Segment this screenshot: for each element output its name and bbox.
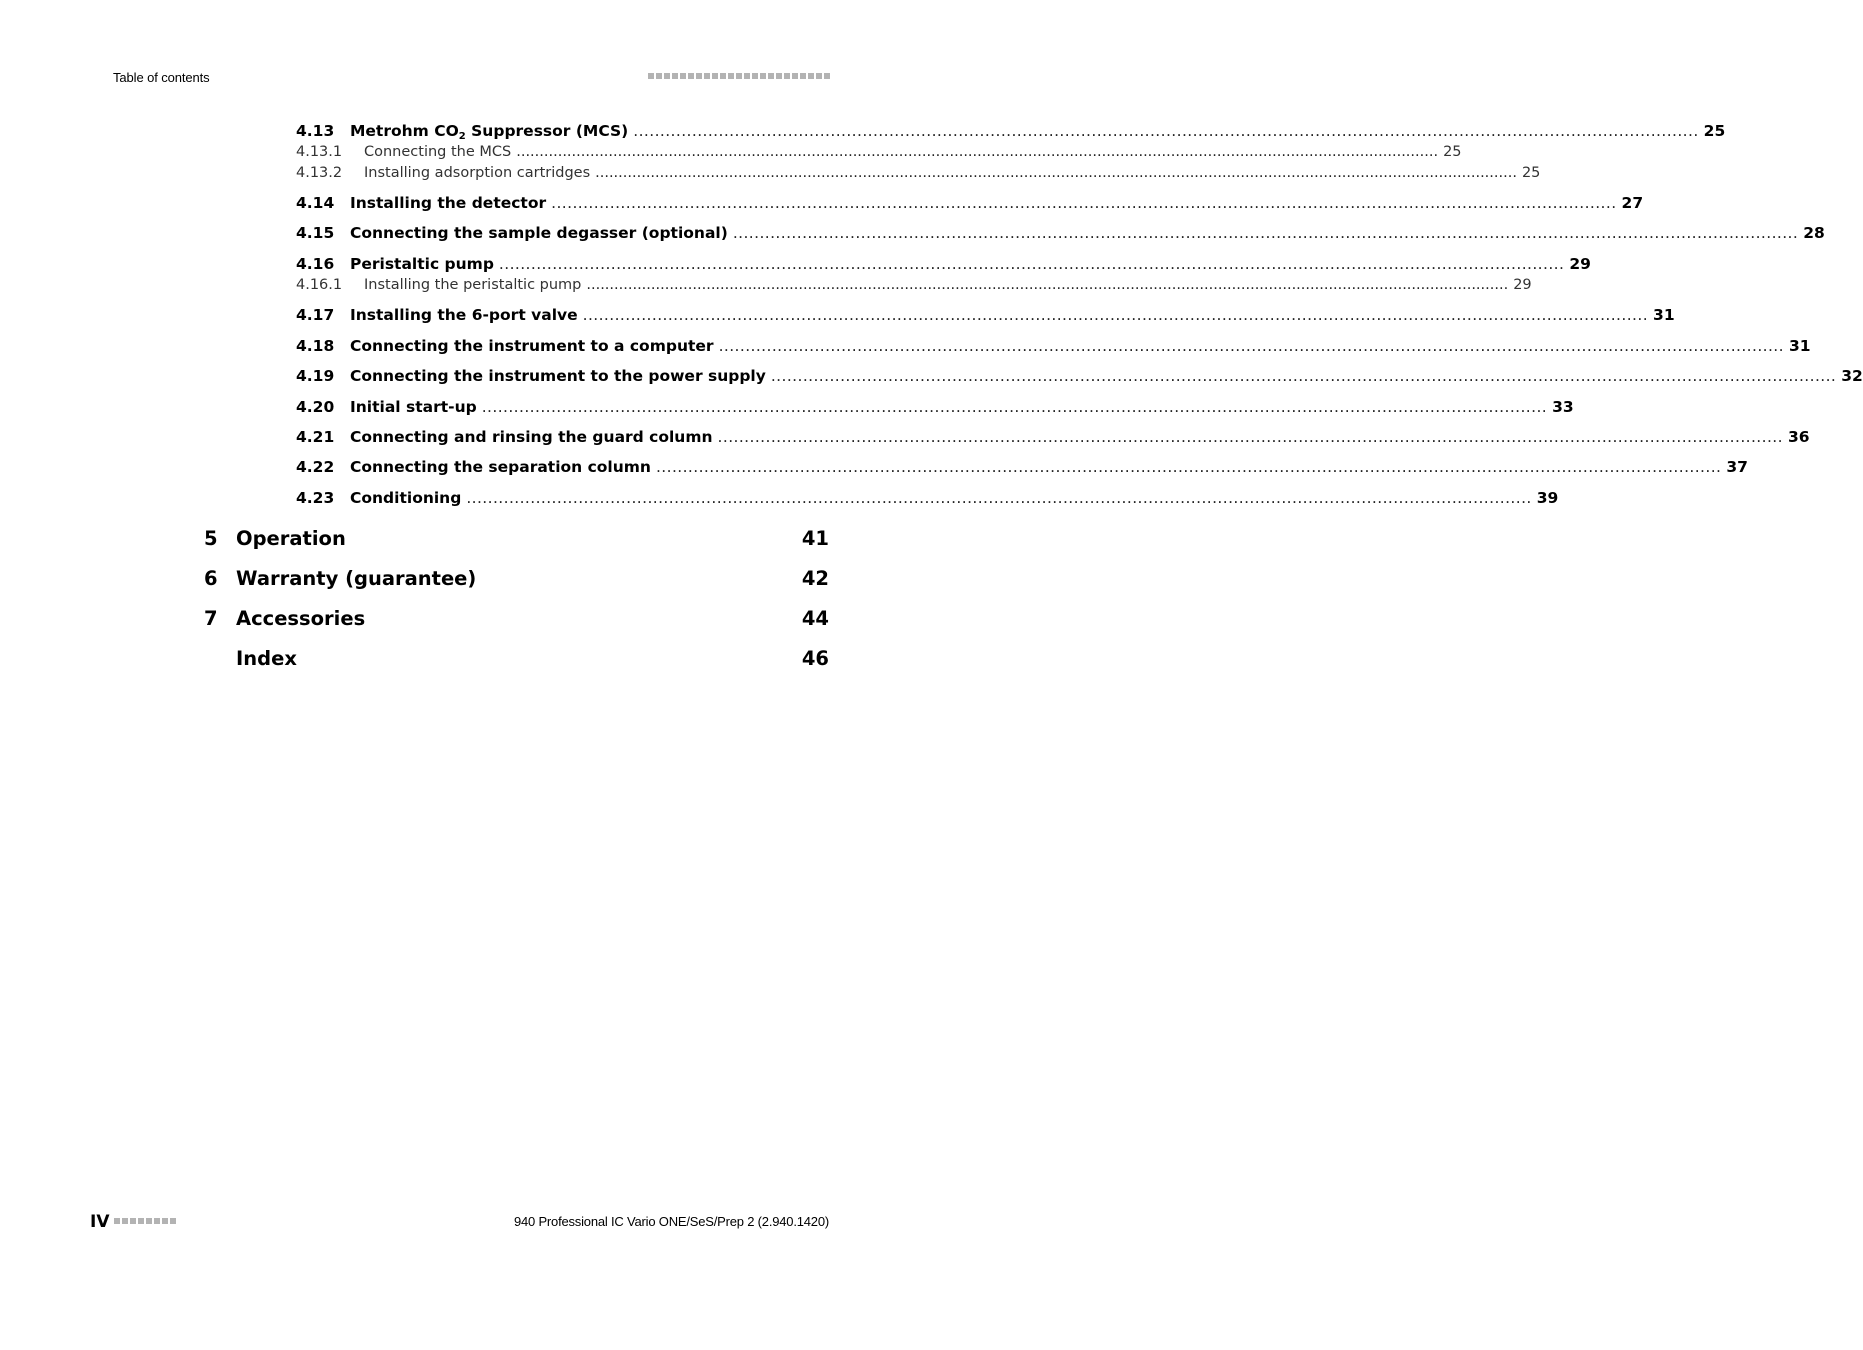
footer-document-title: 940 Professional IC Vario ONE/SeS/Prep 2 (2.940.1420) <box>513 1214 829 1229</box>
toc-page-number: 41 <box>801 527 829 550</box>
toc-chapter-index[interactable] <box>204 647 829 670</box>
toc-page-number: 28 <box>1803 224 1825 242</box>
leader-dots: ........................................................................................................................................................................................................ <box>595 165 1517 181</box>
toc-page-number: 44 <box>801 607 829 630</box>
toc-entry-title: Connecting the MCS <box>364 144 512 160</box>
toc-page-number: 32 <box>1841 367 1863 385</box>
toc-chapter-title: Warranty (guarantee) <box>236 567 477 590</box>
toc-page-number: 36 <box>1787 428 1810 446</box>
toc-entry-4-23[interactable]: 4.23 Conditioning ........................................................................................................................................................................................................ 39 <box>296 489 1559 507</box>
toc-entry-title: Installing the detector <box>350 194 547 212</box>
toc-entry-title: Installing the peristaltic pump <box>364 277 582 293</box>
footer-page-number: IV <box>90 1212 110 1232</box>
toc-chapter-title: Accessories <box>236 607 366 630</box>
toc-page-number: 29 <box>1569 255 1591 273</box>
toc-chapter-title: Index <box>236 647 297 670</box>
toc-page-number: 42 <box>801 567 829 590</box>
toc-chapter-7[interactable]: 7 Accessories 44 <box>204 607 829 630</box>
toc-page-number: 39 <box>1536 489 1559 507</box>
toc-entry-title: Peristaltic pump <box>350 255 494 273</box>
toc-entry-title: Connecting and rinsing the guard column <box>350 428 713 446</box>
toc-page-number: 29 <box>1513 277 1532 293</box>
toc-entry-title: Connecting the instrument to the power supply <box>350 367 766 385</box>
toc-entry-4-17[interactable]: 4.17 Installing the 6-port valve ........................................................................................................................................................................................................ 31 <box>296 306 1675 324</box>
toc-entry-4-20[interactable]: 4.20 Initial start-up ........................................................................................................................................................................................................ 33 <box>296 398 1574 416</box>
toc-entry-4-16-1[interactable]: 4.16.1 Installing the peristaltic pump ........................................................................................................................................................................................................ 29 <box>296 277 1532 293</box>
toc-page-number: 37 <box>1726 458 1748 476</box>
leader-dots: ........................................................................................................................................................................................................ <box>655 458 1722 476</box>
leader-dots: ........................................................................................................................................................................................................ <box>551 194 1617 212</box>
leader-dots: ........................................................................................................................................................................................................ <box>516 144 1439 160</box>
toc-entry-title: Initial start-up <box>350 398 477 416</box>
toc-page-number: 25 <box>1443 144 1462 160</box>
toc-page-number: 31 <box>1653 306 1675 324</box>
toc-entry-4-22[interactable]: 4.22 Connecting the separation column ........................................................................................................................................................................................................ 37 <box>296 458 1748 476</box>
toc-entry-title: Installing adsorption cartridges <box>364 165 591 181</box>
leader-dots: ........................................................................................................................................................................................................ <box>582 306 1649 324</box>
toc-entry-4-15[interactable]: 4.15 Connecting the sample degasser (optional) ........................................................................................................................................................................................................ 28 <box>296 224 1825 242</box>
toc-page-number: 46 <box>801 647 829 670</box>
toc-page-number: 33 <box>1552 398 1574 416</box>
toc-page-number: 25 <box>1521 165 1541 181</box>
toc-entry-title: Metrohm $CO_2$ Suppressor (MCS) <box>350 122 629 142</box>
toc-page-number: 31 <box>1788 337 1811 355</box>
toc-entry-4-14[interactable]: 4.14 Installing the detector ........................................................................................................................................................................................................ 27 <box>296 194 1644 212</box>
running-header: Table of contents <box>113 70 210 85</box>
toc-chapter-6[interactable]: 6 Warranty (guarantee) 42 <box>204 567 829 590</box>
leader-dots: ........................................................................................................................................................................................................ <box>481 398 1548 416</box>
toc-page-number: 25 <box>1703 122 1726 140</box>
toc-entry-4-13[interactable]: 4.13 Metrohm $CO_2$ Suppressor (MCS) ........................................................................................................................................................................................................ 25 <box>296 122 1726 142</box>
leader-dots: ........................................................................................................................................................................................................ <box>466 489 1532 507</box>
leader-dots: ........................................................................................................................................................................................................ <box>717 428 1783 446</box>
toc-entry-4-19[interactable]: 4.19 Connecting the instrument to the power supply ........................................................................................................................................................................................................ 32 <box>296 367 1863 385</box>
toc-entry-title: Connecting the sample degasser (optional) <box>350 224 728 242</box>
leader-dots: ........................................................................................................................................................................................................ <box>586 277 1509 293</box>
leader-dots: ........................................................................................................................................................................................................ <box>770 367 1837 385</box>
toc-entry-4-21[interactable]: 4.21 Connecting and rinsing the guard column ........................................................................................................................................................................................................ 36 <box>296 428 1810 446</box>
toc-entry-title: Installing the 6-port valve <box>350 306 578 324</box>
toc-entry-title: Connecting the instrument to a computer <box>350 337 714 355</box>
leader-dots: ........................................................................................................................................................................................................ <box>718 337 1784 355</box>
toc-entry-title: Connecting the separation column <box>350 458 651 476</box>
toc-chapter-title: Operation <box>236 527 346 550</box>
footer-decoration <box>114 1218 176 1224</box>
toc-entry-4-13-1[interactable]: 4.13.1 Connecting the MCS ........................................................................................................................................................................................................ 25 <box>296 144 1462 160</box>
toc-entry-4-18[interactable]: 4.18 Connecting the instrument to a computer ........................................................................................................................................................................................................ 31 <box>296 337 1811 355</box>
toc-entry-4-16[interactable]: 4.16 Peristaltic pump ........................................................................................................................................................................................................ 29 <box>296 255 1591 273</box>
toc-chapter-5[interactable]: 5 Operation 41 <box>204 527 829 550</box>
toc-entry-title: Conditioning <box>350 489 462 507</box>
toc-page-number: 27 <box>1621 194 1644 212</box>
header-decoration <box>648 73 830 79</box>
leader-dots: ........................................................................................................................................................................................................ <box>498 255 1565 273</box>
leader-dots: ........................................................................................................................................................................................................ <box>633 122 1699 140</box>
leader-dots: ........................................................................................................................................................................................................ <box>732 224 1799 242</box>
toc-entry-4-13-2[interactable]: 4.13.2 Installing adsorption cartridges ........................................................................................................................................................................................................ 25 <box>296 165 1541 181</box>
